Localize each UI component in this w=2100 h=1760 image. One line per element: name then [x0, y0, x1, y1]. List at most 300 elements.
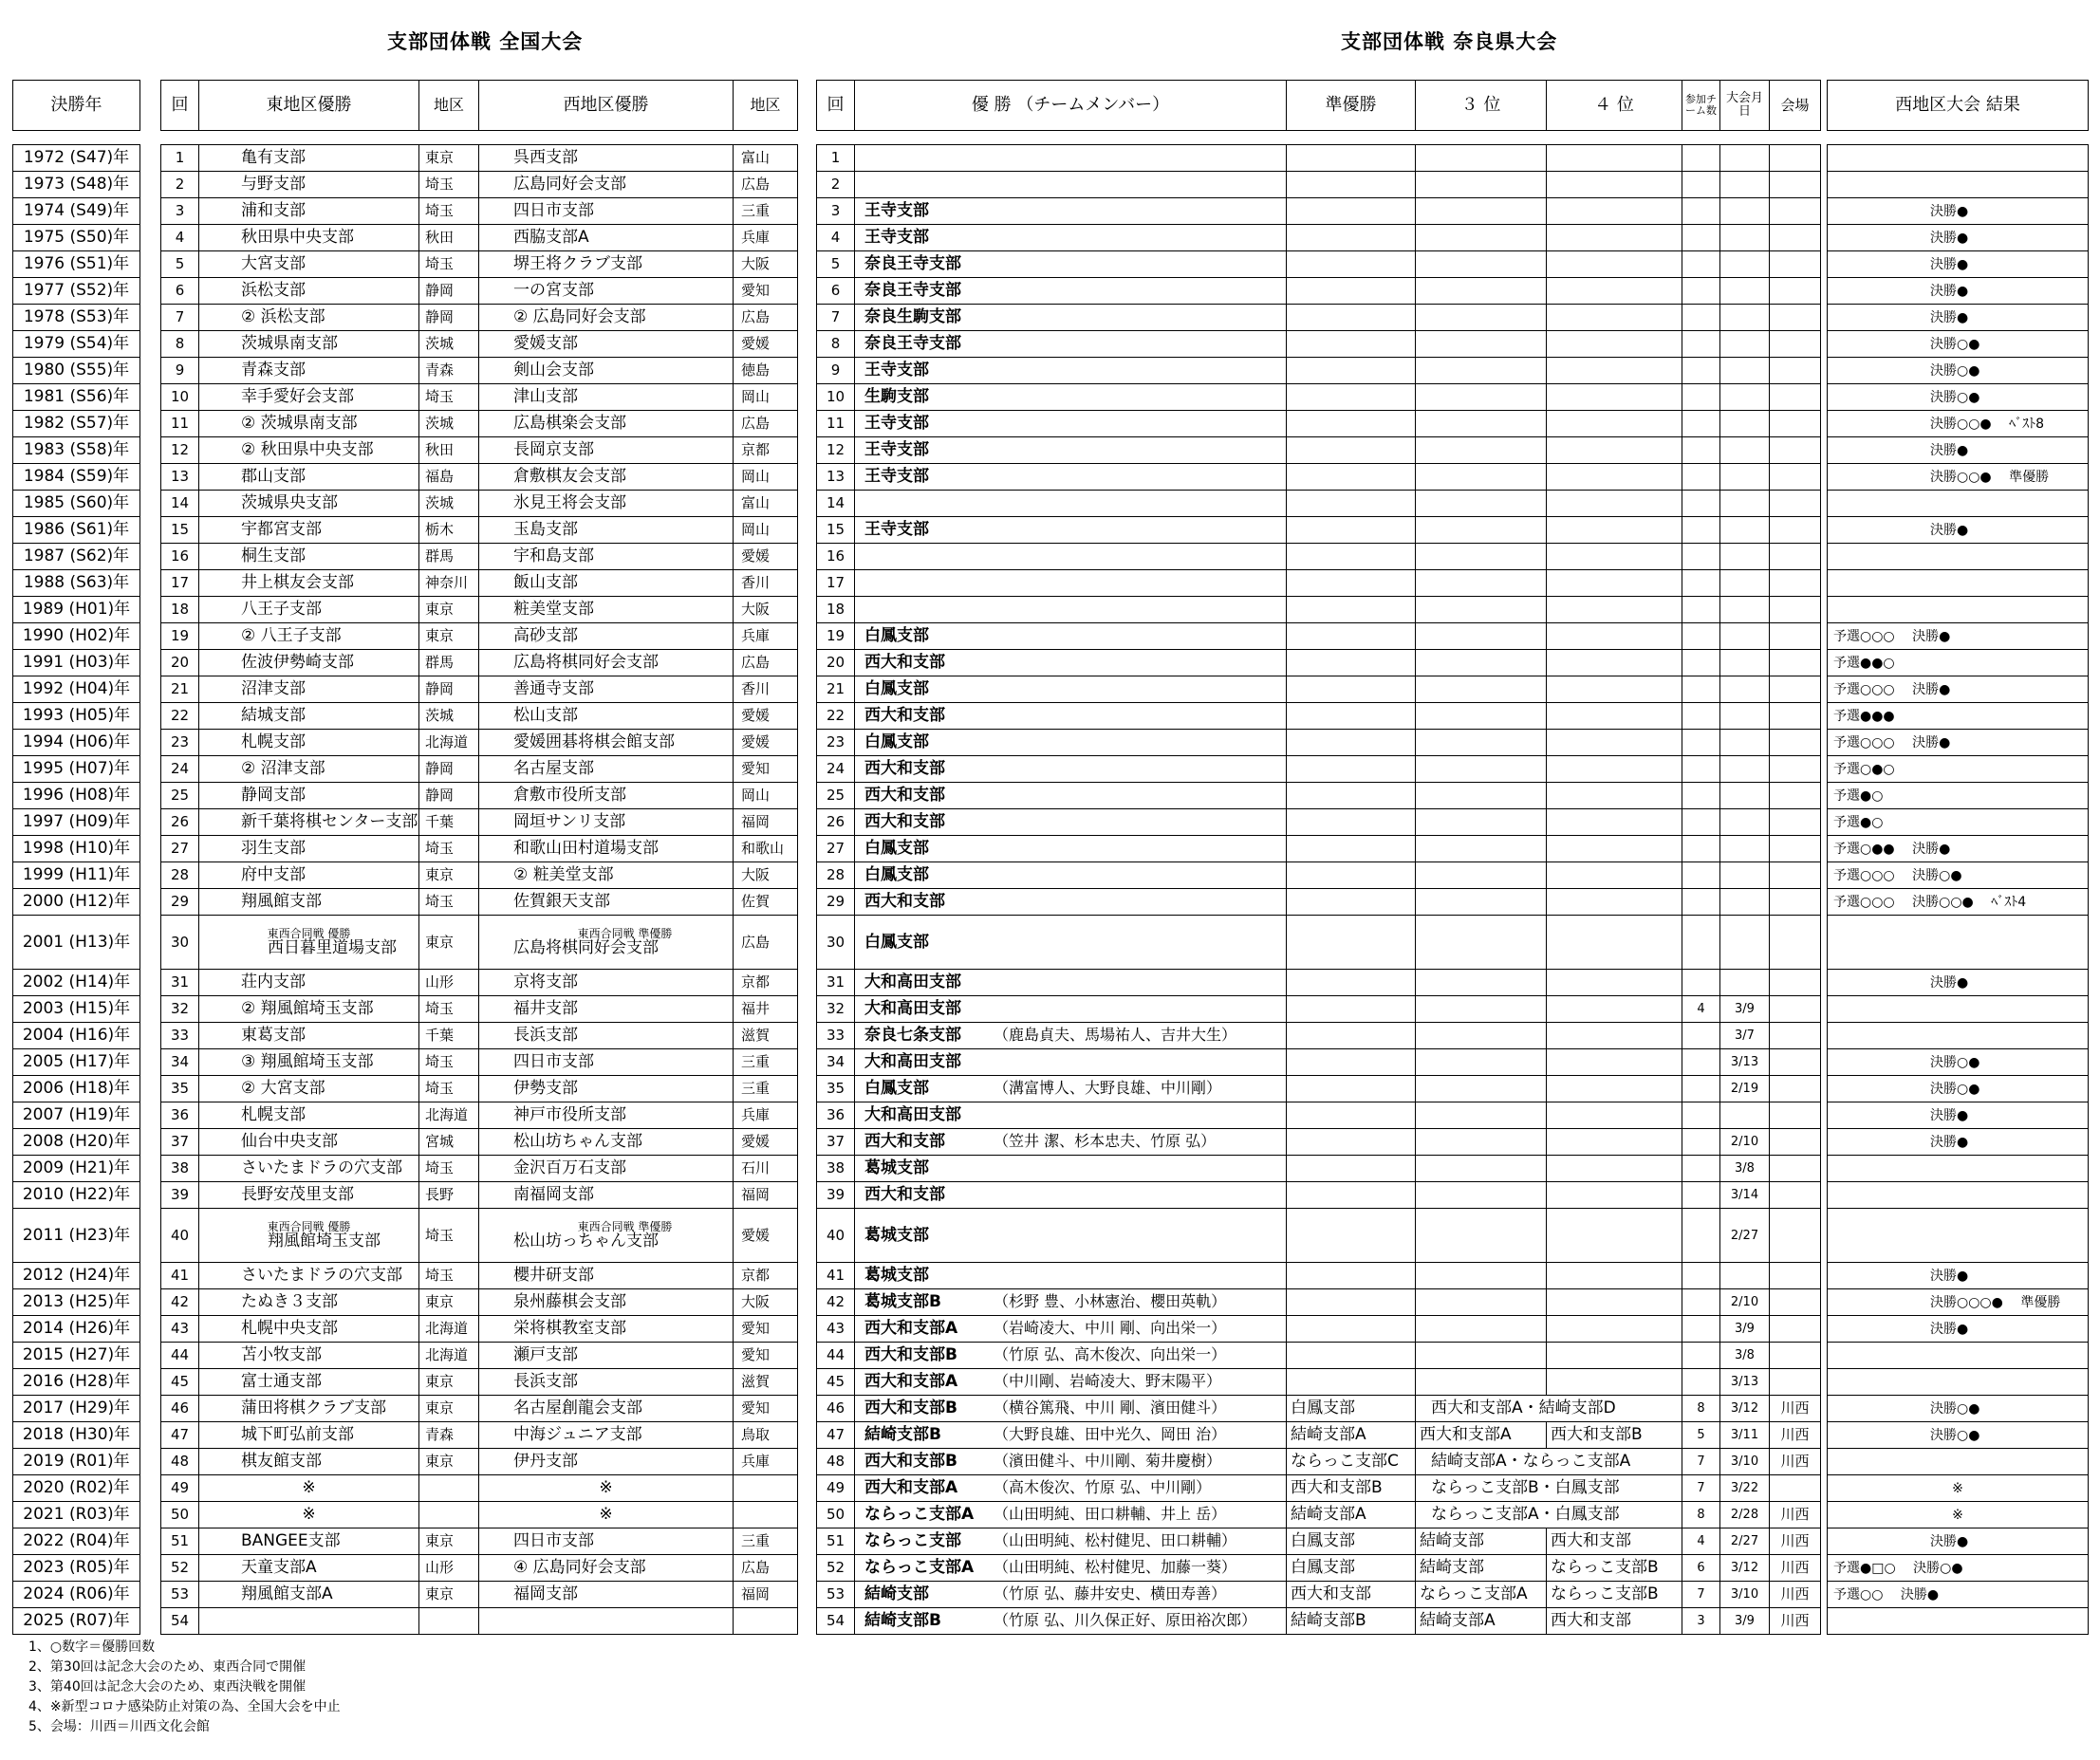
- east-winner: 青森支部: [199, 358, 419, 384]
- runner-up: [1287, 730, 1416, 756]
- year-cell: 2013 (H25)年: [13, 1289, 140, 1316]
- event-date: [1720, 331, 1770, 358]
- west-result-row: [1828, 703, 2089, 730]
- year-row: [13, 491, 140, 517]
- winner-name: 白鳳支部: [864, 865, 929, 884]
- venue: [1770, 331, 1821, 358]
- national-row: [161, 198, 798, 225]
- runner-up: 白鳳支部: [1287, 1555, 1416, 1582]
- venue: [1770, 1369, 1821, 1396]
- fourth-place: 西大和支部: [1547, 1528, 1682, 1555]
- year-row: [13, 597, 140, 623]
- year-row: [13, 862, 140, 889]
- third-place: 西大和支部A: [1416, 1422, 1547, 1449]
- round-number: 48: [161, 1449, 199, 1475]
- west-region: 広島: [734, 411, 798, 437]
- year-row: [13, 358, 140, 384]
- nara-row: [817, 1049, 1821, 1076]
- round-number: 18: [817, 597, 855, 623]
- fourth-place: ならっこ支部B: [1547, 1555, 1682, 1582]
- national-row: [161, 623, 798, 650]
- winner-name: ならっこ支部A: [864, 1505, 975, 1524]
- round-number: 40: [161, 1209, 199, 1263]
- nara-row: [817, 145, 1821, 172]
- fourth-place: [1547, 251, 1682, 278]
- west-result: [1828, 1209, 2089, 1263]
- spacer: [1828, 131, 2089, 145]
- east-winner: 井上棋友会支部: [199, 570, 419, 597]
- nara-winner: [855, 544, 1287, 570]
- year-row: [13, 916, 140, 970]
- runner-up: [1287, 676, 1416, 703]
- nara-winner: [855, 464, 1287, 491]
- round-number: 23: [161, 730, 199, 756]
- east-region: 静岡: [419, 305, 479, 331]
- fourth-place: [1547, 996, 1682, 1023]
- west-result-row: [1828, 1422, 2089, 1449]
- nara-row: [817, 384, 1821, 411]
- round-number: 22: [161, 703, 199, 730]
- west-region: [734, 1502, 798, 1528]
- west-winner: 栄将棋教室支部: [479, 1316, 734, 1343]
- national-row: [161, 836, 798, 862]
- national-row: [161, 1369, 798, 1396]
- winner-name: 王寺支部: [864, 414, 929, 433]
- winner-name: 西大和支部B: [864, 1399, 957, 1417]
- runner-up: [1287, 464, 1416, 491]
- west-winner: 京将支部: [479, 970, 734, 996]
- winner-name: 王寺支部: [864, 440, 929, 459]
- fourth-place: [1547, 650, 1682, 676]
- west-result-row: [1828, 331, 2089, 358]
- west-result: [1828, 916, 2089, 970]
- nara-winner: [855, 1049, 1287, 1076]
- event-date: 3/13: [1720, 1049, 1770, 1076]
- year-row: [13, 1316, 140, 1343]
- west-result: 予選○○ 決勝●: [1828, 1582, 2089, 1608]
- event-date: [1720, 464, 1770, 491]
- venue: [1770, 1023, 1821, 1049]
- round-number: 28: [161, 862, 199, 889]
- team-count: [1682, 544, 1720, 570]
- round-number: 36: [161, 1102, 199, 1129]
- east-winner: 札幌支部: [199, 730, 419, 756]
- west-result-row: [1828, 783, 2089, 809]
- west-result: [1828, 1343, 2089, 1369]
- national-row: [161, 889, 798, 916]
- nara-winner: [855, 996, 1287, 1023]
- third-place: [1416, 1129, 1547, 1156]
- national-row: [161, 1023, 798, 1049]
- year-row: [13, 437, 140, 464]
- round-number: 10: [817, 384, 855, 411]
- west-result: [1828, 491, 2089, 517]
- team-count: [1682, 225, 1720, 251]
- year-table: [12, 80, 140, 1635]
- fourth-place: [1547, 198, 1682, 225]
- east-region: 長野: [419, 1182, 479, 1209]
- spacer-row: [13, 131, 140, 145]
- west-result: [1828, 1608, 2089, 1635]
- third-place: [1416, 1049, 1547, 1076]
- year-cell: 2006 (H18)年: [13, 1076, 140, 1102]
- year-row: [13, 889, 140, 916]
- nara-winner: [855, 703, 1287, 730]
- event-date: [1720, 517, 1770, 544]
- year-cell: 1992 (H04)年: [13, 676, 140, 703]
- winner-name: 白鳳支部: [864, 679, 929, 698]
- national-row: [161, 464, 798, 491]
- nara-table: [816, 80, 1821, 1635]
- team-count: [1682, 970, 1720, 996]
- west-result-row: [1828, 1582, 2089, 1608]
- national-row: [161, 1156, 798, 1182]
- east-region: 東京: [419, 1289, 479, 1316]
- round-number: 34: [817, 1049, 855, 1076]
- team-count: [1682, 836, 1720, 862]
- west-result: 決勝○●: [1828, 1076, 2089, 1102]
- east-winner: 浜松支部: [199, 278, 419, 305]
- west-result: 決勝●: [1828, 517, 2089, 544]
- third-place: [1416, 172, 1547, 198]
- east-region: 東京: [419, 1369, 479, 1396]
- fourth-place: [1547, 384, 1682, 411]
- east-winner: ② 翔風館埼玉支部: [199, 996, 419, 1023]
- fourth-place: [1547, 970, 1682, 996]
- year-row: [13, 1289, 140, 1316]
- east-winner: 与野支部: [199, 172, 419, 198]
- nara-row: [817, 305, 1821, 331]
- east-winner: 蒲田将棋クラブ支部: [199, 1396, 419, 1422]
- west-result-row: [1828, 358, 2089, 384]
- west-result-row: [1828, 1555, 2089, 1582]
- west-region: 滋賀: [734, 1023, 798, 1049]
- fourth-place: [1547, 730, 1682, 756]
- west-winner: 伊丹支部: [479, 1449, 734, 1475]
- national-row: [161, 1129, 798, 1156]
- runner-up: [1287, 1102, 1416, 1129]
- round-number: 12: [161, 437, 199, 464]
- east-winner: 府中支部: [199, 862, 419, 889]
- event-date: [1720, 623, 1770, 650]
- west-region: 京都: [734, 1263, 798, 1289]
- winner-name: 結崎支部B: [864, 1425, 941, 1444]
- round-number: 13: [817, 464, 855, 491]
- west-result: [1828, 570, 2089, 597]
- winner-name: 大和高田支部: [864, 999, 961, 1018]
- west-region: 兵庫: [734, 225, 798, 251]
- nara-winner: [855, 597, 1287, 623]
- west-result: [1828, 145, 2089, 172]
- east-region: 福島: [419, 464, 479, 491]
- team-count: [1682, 597, 1720, 623]
- west-winner: 瀬戸支部: [479, 1343, 734, 1369]
- round-number: 14: [161, 491, 199, 517]
- nara-winner: [855, 1608, 1287, 1635]
- fourth-place: [1547, 411, 1682, 437]
- spacer: [817, 131, 1821, 145]
- venue: [1770, 1129, 1821, 1156]
- team-members: （濱田健斗、中川剛、菊井慶樹）: [994, 1452, 1222, 1470]
- event-date: 3/11: [1720, 1422, 1770, 1449]
- runner-up: [1287, 198, 1416, 225]
- national-row: [161, 491, 798, 517]
- west-region: 大阪: [734, 1289, 798, 1316]
- third-place: [1416, 650, 1547, 676]
- third-place: [1416, 1316, 1547, 1343]
- header-year: 決勝年: [13, 81, 140, 131]
- fourth-place: [1547, 783, 1682, 809]
- west-region: 大阪: [734, 251, 798, 278]
- national-row: [161, 1475, 798, 1502]
- east-winner: [199, 1608, 419, 1635]
- east-region: 埼玉: [419, 251, 479, 278]
- east-winner: 沼津支部: [199, 676, 419, 703]
- west-region: 愛媛: [734, 544, 798, 570]
- year-cell: 1983 (S58)年: [13, 437, 140, 464]
- round-number: 16: [161, 544, 199, 570]
- east-winner: 郡山支部: [199, 464, 419, 491]
- west-winner: 長浜支部: [479, 1023, 734, 1049]
- third-place: 結崎支部: [1416, 1555, 1547, 1582]
- team-members: （溝富博人、大野良雄、中川剛）: [994, 1079, 1222, 1097]
- year-cell: 2014 (H26)年: [13, 1316, 140, 1343]
- venue: [1770, 756, 1821, 783]
- nara-winner: [855, 437, 1287, 464]
- west-region: 愛媛: [734, 730, 798, 756]
- event-date: 3/10: [1720, 1449, 1770, 1475]
- nara-winner: [855, 1369, 1287, 1396]
- team-count: 3: [1682, 1608, 1720, 1635]
- west-result: 決勝●: [1828, 251, 2089, 278]
- west-region: 福岡: [734, 1582, 798, 1608]
- third-place: [1416, 411, 1547, 437]
- nara-row: [817, 1156, 1821, 1182]
- west-region: 徳島: [734, 358, 798, 384]
- runner-up: [1287, 544, 1416, 570]
- nara-row: [817, 1343, 1821, 1369]
- third-place: [1416, 996, 1547, 1023]
- team-count: [1682, 1209, 1720, 1263]
- west-winner: ※: [479, 1475, 734, 1502]
- east-winner: BANGEE支部: [199, 1528, 419, 1555]
- third-place: [1416, 1102, 1547, 1129]
- year-cell: 1999 (H11)年: [13, 862, 140, 889]
- national-row: [161, 676, 798, 703]
- round-number: 21: [161, 676, 199, 703]
- year-cell: 1975 (S50)年: [13, 225, 140, 251]
- event-date: [1720, 225, 1770, 251]
- west-result-row: [1828, 464, 2089, 491]
- west-result-row: [1828, 889, 2089, 916]
- year-cell: 2012 (H24)年: [13, 1263, 140, 1289]
- nara-row: [817, 1582, 1821, 1608]
- west-result: 決勝○●: [1828, 1422, 2089, 1449]
- team-count: [1682, 1102, 1720, 1129]
- west-result-row: [1828, 278, 2089, 305]
- fourth-place: [1547, 491, 1682, 517]
- round-number: 31: [161, 970, 199, 996]
- winner-name: 葛城支部: [864, 1225, 929, 1245]
- team-members: （高木俊次、竹原 弘、中川剛）: [994, 1478, 1212, 1496]
- west-region: [734, 1608, 798, 1635]
- round-number: 51: [161, 1528, 199, 1555]
- winner-name: 生駒支部: [864, 387, 929, 406]
- year-cell: 2011 (H23)年: [13, 1209, 140, 1263]
- round-number: 50: [161, 1502, 199, 1528]
- event-date: [1720, 411, 1770, 437]
- west-result: [1828, 1449, 2089, 1475]
- third-place: [1416, 1156, 1547, 1182]
- national-row: [161, 1102, 798, 1129]
- winner-name: 西大和支部: [864, 653, 945, 672]
- third-place: ならっこ支部B・白鳳支部: [1416, 1475, 1682, 1502]
- third-place: 結崎支部A: [1416, 1608, 1547, 1635]
- east-region: 埼玉: [419, 1049, 479, 1076]
- east-winner: ※: [199, 1502, 419, 1528]
- east-region: 静岡: [419, 278, 479, 305]
- east-region: 東京: [419, 1396, 479, 1422]
- nara-row: [817, 1449, 1821, 1475]
- third-place: [1416, 916, 1547, 970]
- west-result: 決勝●: [1828, 278, 2089, 305]
- event-date: [1720, 251, 1770, 278]
- west-region: 京都: [734, 970, 798, 996]
- nara-row: [817, 1129, 1821, 1156]
- team-count: [1682, 756, 1720, 783]
- venue: [1770, 570, 1821, 597]
- team-count: [1682, 172, 1720, 198]
- west-result-row: [1828, 650, 2089, 676]
- team-count: 5: [1682, 1422, 1720, 1449]
- east-winner: 仙台中央支部: [199, 1129, 419, 1156]
- east-winner: 東西合同戦 優勝 翔風館埼玉支部: [199, 1209, 419, 1263]
- west-result-row: [1828, 1475, 2089, 1502]
- round-number: 39: [817, 1182, 855, 1209]
- fourth-place: [1547, 1209, 1682, 1263]
- winner-name: 葛城支部B: [864, 1292, 941, 1311]
- event-date: [1720, 1263, 1770, 1289]
- year-cell: 2024 (R06)年: [13, 1582, 140, 1608]
- year-cell: 1997 (H09)年: [13, 809, 140, 836]
- national-row: [161, 1049, 798, 1076]
- note-line: 2、第30回は記念大会のため、東西合同で開催: [28, 1659, 307, 1675]
- round-number: 45: [817, 1369, 855, 1396]
- year-cell: 1985 (S60)年: [13, 491, 140, 517]
- east-winner: ② 八王子支部: [199, 623, 419, 650]
- runner-up: [1287, 1289, 1416, 1316]
- header-west-results: 西地区大会 結果: [1828, 81, 2089, 131]
- year-row: [13, 970, 140, 996]
- header-date: 大会月日: [1720, 81, 1770, 131]
- west-region: 愛知: [734, 278, 798, 305]
- west-result: 決勝○○● 準優勝: [1828, 464, 2089, 491]
- year-row: [13, 703, 140, 730]
- venue: [1770, 889, 1821, 916]
- third-place: [1416, 437, 1547, 464]
- nara-row: [817, 756, 1821, 783]
- nara-row: [817, 358, 1821, 384]
- year-cell: 2002 (H14)年: [13, 970, 140, 996]
- year-row: [13, 172, 140, 198]
- year-row: [13, 1422, 140, 1449]
- event-date: [1720, 970, 1770, 996]
- west-region: 和歌山: [734, 836, 798, 862]
- round-number: 21: [817, 676, 855, 703]
- west-region: 三重: [734, 1076, 798, 1102]
- west-result-row: [1828, 251, 2089, 278]
- team-count: 8: [1682, 1502, 1720, 1528]
- east-winner: 静岡支部: [199, 783, 419, 809]
- east-region: [419, 1608, 479, 1635]
- round-number: 15: [161, 517, 199, 544]
- west-winner: ④ 広島同好会支部: [479, 1555, 734, 1582]
- venue: [1770, 411, 1821, 437]
- west-winner: 櫻井研支部: [479, 1263, 734, 1289]
- header-fourth: ４ 位: [1547, 81, 1682, 131]
- round-number: 7: [161, 305, 199, 331]
- fourth-place: [1547, 172, 1682, 198]
- event-date: 3/13: [1720, 1369, 1770, 1396]
- venue: [1770, 517, 1821, 544]
- west-region: 三重: [734, 1049, 798, 1076]
- nara-row: [817, 996, 1821, 1023]
- year-row: [13, 1102, 140, 1129]
- fourth-place: [1547, 862, 1682, 889]
- venue: [1770, 1182, 1821, 1209]
- nara-winner: [855, 1209, 1287, 1263]
- round-number: 4: [817, 225, 855, 251]
- east-region: 茨城: [419, 411, 479, 437]
- year-row: [13, 623, 140, 650]
- venue: 川西: [1770, 1396, 1821, 1422]
- venue: [1770, 703, 1821, 730]
- venue: 川西: [1770, 1422, 1821, 1449]
- west-region: 広島: [734, 650, 798, 676]
- round-number: 50: [817, 1502, 855, 1528]
- east-region: 静岡: [419, 756, 479, 783]
- winner-name: 白鳳支部: [864, 732, 929, 751]
- national-row: [161, 703, 798, 730]
- west-region: 三重: [734, 198, 798, 225]
- round-number: 47: [161, 1422, 199, 1449]
- west-result-row: [1828, 809, 2089, 836]
- round-number: 35: [161, 1076, 199, 1102]
- nara-row: [817, 1102, 1821, 1129]
- runner-up: [1287, 916, 1416, 970]
- east-region: 山形: [419, 1555, 479, 1582]
- round-number: 4: [161, 225, 199, 251]
- round-number: 7: [817, 305, 855, 331]
- west-result: 決勝○●: [1828, 384, 2089, 411]
- year-cell: 2005 (H17)年: [13, 1049, 140, 1076]
- east-winner: 新千葉将棋センター支部: [199, 809, 419, 836]
- year-row: [13, 1343, 140, 1369]
- east-region: [419, 1475, 479, 1502]
- round-number: 18: [161, 597, 199, 623]
- round-number: 44: [817, 1343, 855, 1369]
- third-place: [1416, 889, 1547, 916]
- national-row: [161, 1555, 798, 1582]
- round-number: 37: [817, 1129, 855, 1156]
- year-cell: 2019 (R01)年: [13, 1449, 140, 1475]
- east-region: 東京: [419, 916, 479, 970]
- winner-name: 西大和支部A: [864, 1478, 958, 1497]
- nara-row: [817, 1608, 1821, 1635]
- east-winner: 城下町弘前支部: [199, 1422, 419, 1449]
- runner-up: 結崎支部B: [1287, 1608, 1416, 1635]
- east-region: 北海道: [419, 730, 479, 756]
